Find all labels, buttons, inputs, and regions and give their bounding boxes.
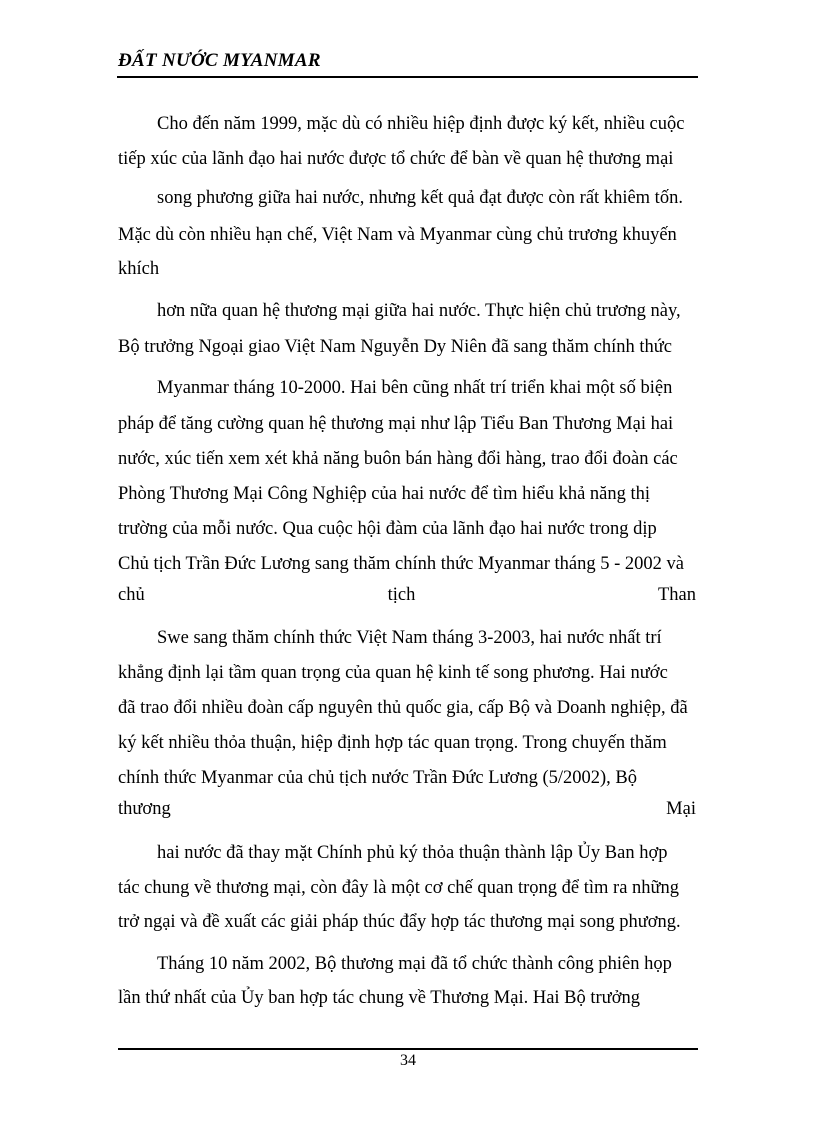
body-line: Tháng 10 năm 2002, Bộ thương mại đã tổ chức thành công phiên họp: [157, 954, 672, 974]
body-line: hơn nữa quan hệ thương mại giữa hai nước. Thực hiện chủ trương này,: [157, 301, 681, 321]
body-line: pháp để tăng cường quan hệ thương mại như lập Tiểu Ban Thương Mại hai: [118, 414, 674, 434]
body-line: khẳng định lại tầm quan trọng của quan hệ kinh tế song phương. Hai nước: [118, 663, 668, 683]
body-line: hai nước đã thay mặt Chính phủ ký thỏa thuận thành lập Ủy Ban hợp: [157, 843, 668, 863]
body-line: đã trao đổi nhiều đoàn cấp nguyên thủ quốc gia, cấp Bộ và Doanh nghiệp, đã: [118, 698, 688, 718]
body-line: nước, xúc tiến xem xét khả năng buôn bán hàng đổi hàng, trao đổi đoàn các: [118, 449, 678, 469]
body-line: khích: [118, 259, 160, 279]
body-line: lần thứ nhất của Ủy ban hợp tác chung về Thương Mại. Hai Bộ trưởng: [118, 988, 640, 1008]
running-header-title: ĐẤT NƯỚC MYANMAR: [118, 50, 321, 71]
body-line: Swe sang thăm chính thức Việt Nam tháng 3-2003, hai nước nhất trí: [157, 628, 662, 648]
body-line: ký kết nhiều thỏa thuận, hiệp định hợp tác quan trọng. Trong chuyến thăm: [118, 733, 667, 753]
body-line: tác chung về thương mại, còn đây là một cơ chế quan trọng để tìm ra những: [118, 878, 680, 898]
body-line: tiếp xúc của lãnh đạo hai nước được tổ chức để bàn về quan hệ thương mại: [118, 149, 674, 169]
body-line: Mặc dù còn nhiều hạn chế, Việt Nam và Myanmar cùng chủ trương khuyến: [118, 225, 677, 245]
footer-rule: [118, 1048, 698, 1050]
header-rule: [117, 76, 698, 78]
body-line: Myanmar tháng 10-2000. Hai bên cũng nhất trí triển khai một số biện: [157, 378, 673, 398]
body-line: trở ngại và đề xuất các giải pháp thúc đẩy hợp tác thương mại song phương.: [118, 912, 681, 932]
body-line: song phương giữa hai nước, nhưng kết quả đạt được còn rất khiêm tốn.: [157, 188, 683, 208]
body-line: thương Mại: [118, 799, 696, 819]
page-number: 34: [400, 1052, 416, 1069]
body-line: Phòng Thương Mại Công Nghiệp của hai nước để tìm hiểu khả năng thị: [118, 484, 651, 504]
body-line: Chủ tịch Trần Đức Lương sang thăm chính thức Myanmar tháng 5 - 2002 và: [118, 554, 685, 574]
body-line: Cho đến năm 1999, mặc dù có nhiều hiệp định được ký kết, nhiều cuộc: [157, 114, 685, 134]
body-line: chính thức Myanmar của chủ tịch nước Trần Đức Lương (5/2002), Bộ: [118, 768, 637, 788]
body-line: chủ tịch Than: [118, 585, 696, 605]
body-line: trường của mỗi nước. Qua cuộc hội đàm của lãnh đạo hai nước trong dịp: [118, 519, 657, 539]
body-line: Bộ trưởng Ngoại giao Việt Nam Nguyễn Dy Niên đã sang thăm chính thức: [118, 337, 672, 357]
